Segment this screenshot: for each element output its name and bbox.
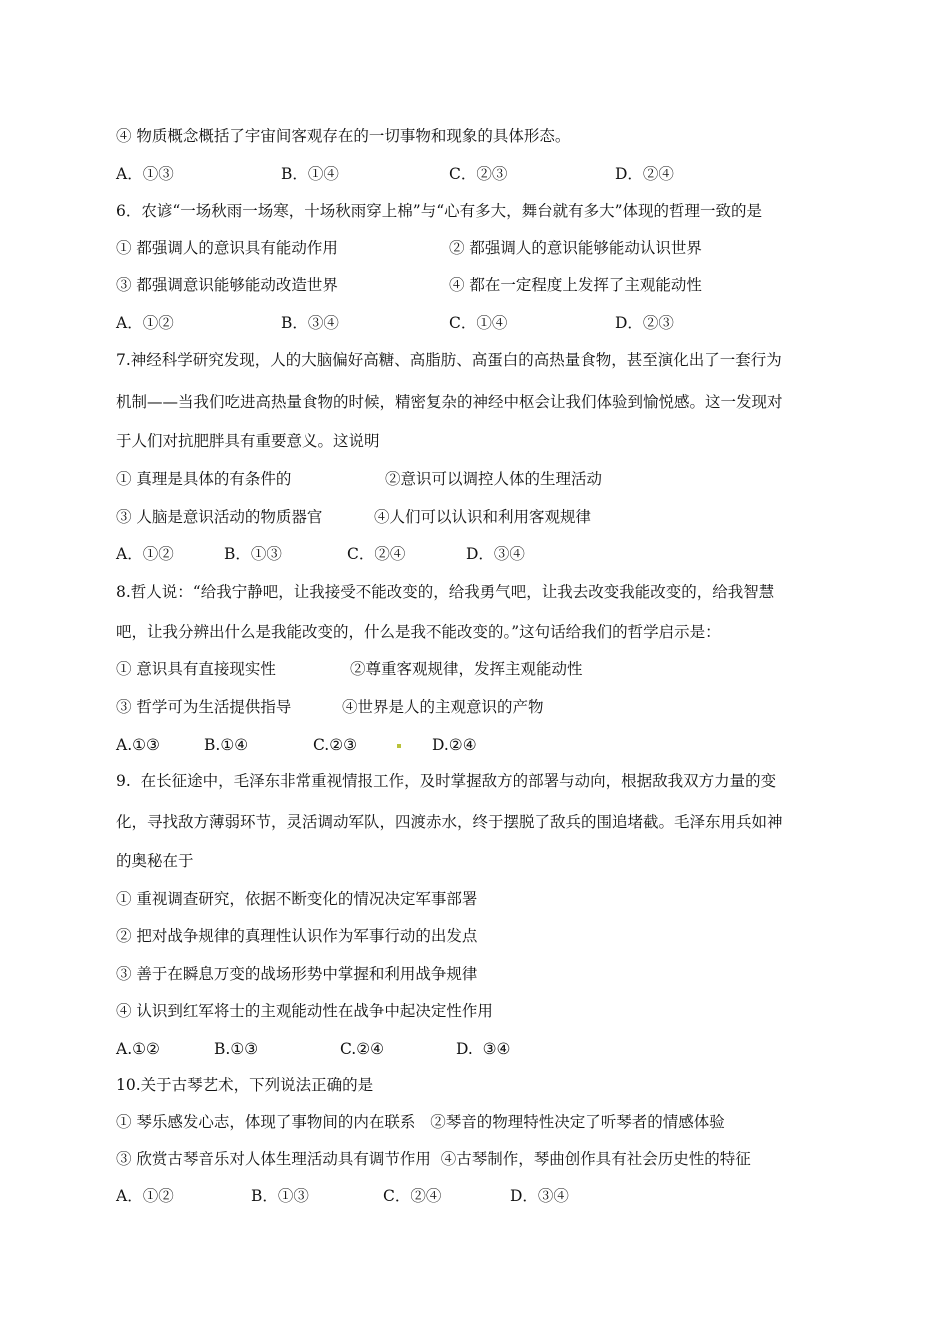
q9-option-d: D. ③④ (456, 1040, 511, 1058)
q9-statement-1: ① 重视调查研究，依据不断变化的情况决定军事部署 (116, 890, 478, 908)
q5-statement-4: ④ 物质概念概括了宇宙间客观存在的一切事物和现象的具体形态。 (116, 127, 571, 145)
speck-mark (397, 744, 401, 748)
q7-statement-4: ④人们可以认识和利用客观规律 (374, 508, 592, 526)
q9-statement-3: ③ 善于在瞬息万变的战场形势中掌握和利用战争规律 (116, 965, 478, 983)
q8-statement-3: ③ 哲学可为生活提供指导 (116, 698, 292, 716)
q7-option-d: D．③④ (466, 545, 525, 563)
q7-stem-line-3: 于人们对抗肥胖具有重要意义。这说明 (116, 432, 380, 450)
q6-option-c: C．①④ (449, 314, 508, 332)
q9-stem-line-3: 的奥秘在于 (116, 852, 194, 870)
q7-stem-line-1: 7.神经科学研究发现，人的大脑偏好高糖、高脂肪、高蛋白的高热量食物，甚至演化出了一套行为 (116, 351, 782, 369)
q10-option-d: D．③④ (510, 1187, 569, 1205)
q5-option-d: D．②④ (615, 165, 674, 183)
q10-statements-3-4: ③ 欣赏古琴音乐对人体生理活动具有调节作用 ④古琴制作，琴曲创作具有社会历史性的特征 (116, 1150, 751, 1168)
q8-option-d: D.②④ (432, 736, 477, 754)
q6-stem: 6．农谚“一场秋雨一场寒，十场秋雨穿上棉”与“心有多大，舞台就有多大”体现的哲理一致的是 (116, 202, 763, 220)
q7-option-c: C．②④ (347, 545, 406, 563)
q9-statement-2: ② 把对战争规律的真理性认识作为军事行动的出发点 (116, 927, 478, 945)
q5-option-b: B．①④ (281, 165, 339, 183)
q7-statement-1: ① 真理是具体的有条件的 (116, 470, 292, 488)
q6-statement-4: ④ 都在一定程度上发挥了主观能动性 (449, 276, 702, 294)
q8-option-c: C.②③ (313, 736, 358, 754)
q6-statement-1: ① 都强调人的意识具有能动作用 (116, 239, 338, 257)
q10-option-a: A．①② (116, 1187, 174, 1205)
q7-statement-3: ③ 人脑是意识活动的物质器官 (116, 508, 323, 526)
q7-statement-2: ②意识可以调控人体的生理活动 (385, 470, 603, 488)
q6-option-b: B．③④ (281, 314, 339, 332)
q9-statement-4: ④ 认识到红军将士的主观能动性在战争中起决定性作用 (116, 1002, 493, 1020)
q7-stem-line-2: 机制——当我们吃进高热量食物的时候，精密复杂的神经中枢会让我们体验到愉悦感。这一发现对 (116, 393, 783, 411)
q6-statement-2: ② 都强调人的意识能够能动认识世界 (449, 239, 702, 257)
q8-statement-1: ① 意识具有直接现实性 (116, 660, 276, 678)
q9-option-c: C.②④ (340, 1040, 385, 1058)
q9-stem-line-2: 化，寻找敌方薄弱环节，灵活调动军队，四渡赤水，终于摆脱了敌兵的围追堵截。毛泽东用兵如神 (116, 813, 783, 831)
q8-option-a: A.①③ (116, 736, 160, 754)
q8-option-b: B.①④ (204, 736, 249, 754)
q9-stem-line-1: 9. 在长征途中，毛泽东非常重视情报工作，及时掌握敌方的部署与动向，根据敌我双方力量的变 (116, 772, 777, 790)
q7-option-b: B．①③ (224, 545, 282, 563)
q10-option-b: B．①③ (251, 1187, 309, 1205)
q6-option-a: A．①② (116, 314, 174, 332)
q7-option-a: A．①② (116, 545, 174, 563)
q5-option-c: C．②③ (449, 165, 508, 183)
q10-statements-1-2: ① 琴乐感发心志，体现了事物间的内在联系 ②琴音的物理特性决定了听琴者的情感体验 (116, 1113, 725, 1131)
q10-stem: 10.关于古琴艺术，下列说法正确的是 (116, 1076, 374, 1094)
q10-option-c: C．②④ (383, 1187, 442, 1205)
q9-option-a: A.①② (116, 1040, 160, 1058)
q9-option-b: B.①③ (214, 1040, 259, 1058)
q6-statement-3: ③ 都强调意识能够能动改造世界 (116, 276, 338, 294)
q8-statement-4: ④世界是人的主观意识的产物 (342, 698, 544, 716)
q5-option-a: A．①③ (116, 165, 174, 183)
q8-stem-line-1: 8.哲人说：“给我宁静吧，让我接受不能改变的，给我勇气吧，让我去改变我能改变的，给我智慧 (116, 583, 775, 601)
q8-stem-line-2: 吧，让我分辨出什么是我能改变的，什么是我不能改变的。”这句话给我们的哲学启示是： (116, 623, 721, 641)
q8-statement-2: ②尊重客观规律，发挥主观能动性 (350, 660, 583, 678)
q6-option-d: D．②③ (615, 314, 674, 332)
